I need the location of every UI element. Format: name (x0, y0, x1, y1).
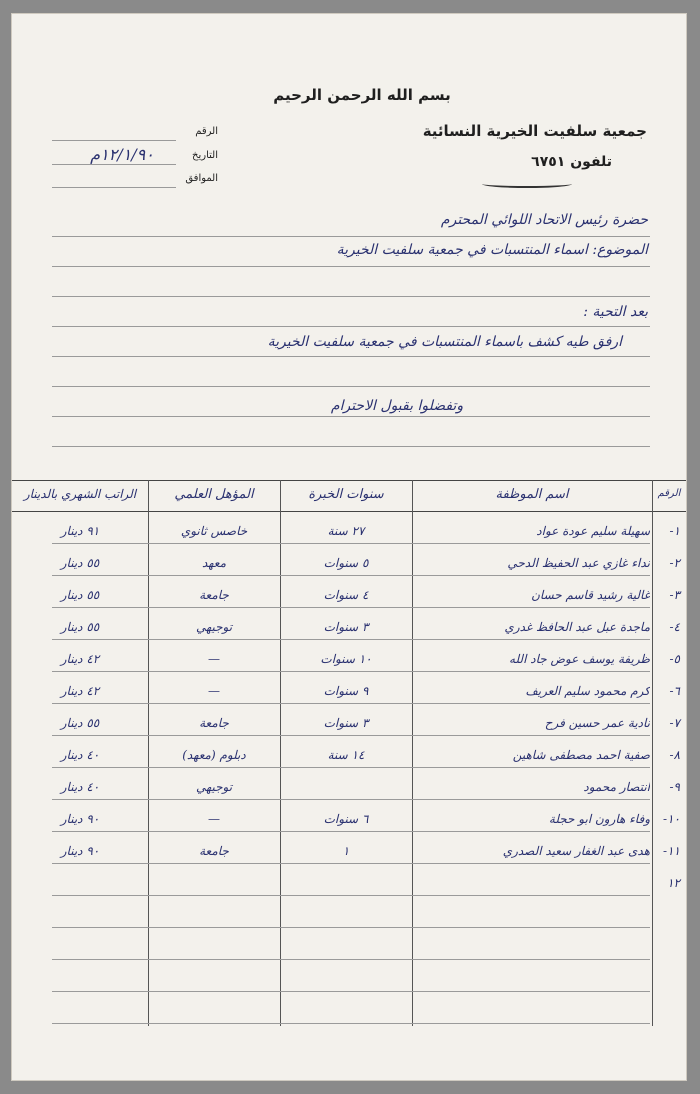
letter-body: ارفق طيه كشف باسماء المنتسبات في جمعية سلفيت الخيرية (267, 334, 622, 350)
table-row-years: ٦ سنوات (323, 812, 369, 826)
table-row-qualification: توجيهي (195, 620, 233, 634)
org-name: جمعية سلفيت الخيرية النسائية (422, 122, 647, 140)
table-row-num: -٥ (669, 652, 680, 666)
table-row-salary: ٩١ دينار (60, 524, 100, 538)
table-row-qualification: معهد (201, 556, 227, 570)
table-row-qualification: — (208, 684, 220, 698)
table-row-years: ١ (342, 844, 350, 858)
basmala: بسم الله الرحمن الرحيم (273, 86, 451, 104)
table-row-qualification: — (208, 652, 220, 666)
letter-subject: الموضوع: اسماء المنتسبات في جمعية سلفيت الخيرية (336, 242, 648, 258)
table-row-name: وفاء هارون ابو حجلة (548, 812, 650, 826)
table-row-years: ٥ سنوات (323, 556, 369, 570)
letter-closing: وتفضلوا بقبول الاحترام (330, 398, 464, 414)
header-name: اسم الموظفة (495, 487, 569, 502)
table-row-years: ٣ سنوات (323, 716, 369, 730)
table-row-qualification: جامعة (199, 716, 229, 730)
header-num: الرقم (657, 488, 681, 499)
table-row-num: -٣ (669, 588, 680, 602)
table-row-years: ٢٧ سنة (327, 524, 365, 538)
table-row-num: -١٠ (663, 812, 680, 826)
table-row-num: -٨ (669, 748, 680, 762)
table-row-salary: ٤٢ دينار (60, 684, 100, 698)
table-row-name: صفية احمد مصطفى شاهين (512, 748, 650, 762)
table-row-salary: ٤٠ دينار (60, 748, 100, 762)
table-row-salary: ٩٠ دينار (60, 812, 100, 826)
table-row-num: ١٢ (667, 876, 680, 890)
table-row-num: -١١ (663, 844, 680, 858)
table-row-qualification: — (208, 812, 220, 826)
table-row-qualification: خاصس ثانوي (180, 524, 248, 538)
table-row-salary: ٤٢ دينار (60, 652, 100, 666)
table-row-num: -١ (669, 524, 680, 538)
header-salary: الراتب الشهري بالدينار (23, 487, 137, 501)
document-sheet (12, 14, 686, 1080)
table-row-name: انتصار محمود (583, 780, 650, 794)
org-phone: تلفون ٦٧٥١ (531, 154, 612, 170)
table-row-num: -٧ (669, 716, 680, 730)
table-row-name: سهيلة سليم عودة عواد (536, 524, 650, 538)
table-row-name: غالية رشيد قاسم حسان (531, 588, 650, 602)
table-row-num: -٦ (669, 684, 680, 698)
table-row-salary: ٥٥ دينار (60, 588, 100, 602)
letter-recipient: حضرة رئيس الاتحاد اللوائي المحترم (440, 212, 648, 228)
table-row-name: نداء غازي عبد الحفيظ الدحي (507, 556, 650, 570)
table-row-salary: ٤٠ دينار (60, 780, 100, 794)
table-row-num: -٤ (669, 620, 680, 634)
header-years: سنوات الخبرة (308, 487, 384, 502)
table-row-qualification: جامعة (199, 588, 229, 602)
table-row-salary: ٥٥ دينار (60, 620, 100, 634)
table-row-salary: ٩٠ دينار (60, 844, 100, 858)
phone-flourish (482, 180, 572, 188)
table-row-years: ١٤ سنة (327, 748, 365, 762)
table-row-years: ١٠ سنوات (320, 652, 372, 666)
field-corresponding-label: الموافق (185, 173, 218, 184)
table-row-years: ٩ سنوات (323, 684, 369, 698)
table-row-qualification: توجيهي (195, 780, 233, 794)
table-row-name: ماجدة عبل عبد الحافظ غدري (504, 620, 650, 634)
table-row-salary: ٥٥ دينار (60, 556, 100, 570)
table-row-qualification: جامعة (199, 844, 229, 858)
table-row-name: هدى عبد الغفار سعيد الصدري (502, 844, 650, 858)
table-row-years: ٤ سنوات (323, 588, 369, 602)
date-value: ١٢/١/٩٠م (90, 145, 154, 164)
table-row-salary: ٥٥ دينار (60, 716, 100, 730)
table-row-name: نادية عمر حسين فرح (544, 716, 650, 730)
field-number-label: الرقم (195, 126, 218, 137)
table-row-qualification: دبلوم (معهد) (182, 748, 246, 762)
letter-greeting: بعد التحية : (583, 304, 648, 320)
table-row-name: ظريفة يوسف عوض جاد الله (509, 652, 650, 666)
table-row-name: كرم محمود سليم العريف (525, 684, 650, 698)
table-row-num: -٢ (669, 556, 680, 570)
field-date-label: التاريخ (192, 150, 218, 161)
table-row-num: -٩ (669, 780, 680, 794)
header-qualification: المؤهل العلمي (174, 487, 254, 502)
table-row-years: ٣ سنوات (323, 620, 369, 634)
